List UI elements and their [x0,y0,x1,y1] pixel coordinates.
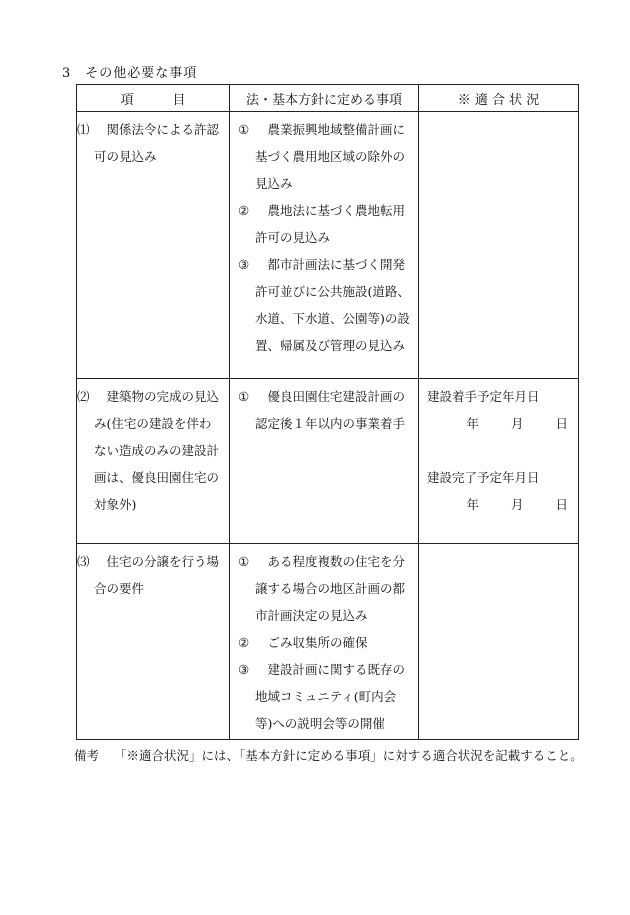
requirement-item: ② 農地法に基づく農地転用許可の見込み [238,203,406,245]
header-status: ※ 適 合 状 況 [419,85,579,112]
item-cell [77,112,230,379]
requirement-item: ② ごみ収集所の確保 [238,635,368,650]
table-header-row [77,85,579,112]
remarks-text: 「※適合状況」には、「基本方針に定める事項」に対する適合状況を記載すること。 [114,748,583,763]
requirement-item: ① 農業振興地域整備計画に基づく農用地区域の除外の見込み [238,122,406,191]
item-text: 建築物の完成の見込み(住宅の建設を伴わない造成のみの建設計画は、優良田園住宅の対象外) [94,389,220,512]
header-item: 項 目 [77,85,230,112]
table-row [77,379,579,544]
table-row [77,544,579,740]
header-requirements: 法・基本方針に定める事項 [230,85,419,112]
requirements-cell [230,544,419,740]
remarks-note [74,742,590,769]
requirement-item: ① 優良田園住宅建設計画の認定後１年以内の事業着手 [238,389,406,431]
end-date-field[interactable]: 年 月 日 [466,497,568,512]
status-cell[interactable] [419,544,579,740]
requirement-item: ③ 建設計画に関する既存の地域コミュニティ(町内会等)への説明会等の開催 [238,662,406,731]
requirements-table [76,84,579,740]
requirements-cell [230,379,419,544]
item-text: 関係法令による許認可の見込み [94,122,220,164]
status-cell[interactable] [419,112,579,379]
remarks-label: 備考 [74,748,100,763]
requirements-cell [230,112,419,379]
item-number: ⑵ [77,389,90,404]
requirement-item: ③ 都市計画法に基づく開発許可並びに公共施設(道路、水道、下水道、公園等)の設置、帰属及び管理の見込み [238,257,410,353]
end-date-label: 建設完了予定年月日 [427,470,540,485]
start-date-label: 建設着手予定年月日 [427,389,540,404]
item-cell [77,379,230,544]
table-row [77,112,579,379]
item-number: ⑶ [77,554,90,569]
requirement-item: ① ある程度複数の住宅を分譲する場合の地区計画の都市計画決定の見込み [238,554,406,623]
section-title: 3 その他必要な事項 [62,66,198,81]
status-cell[interactable] [419,379,579,544]
item-cell [77,544,230,740]
item-number: ⑴ [77,122,90,137]
start-date-field[interactable]: 年 月 日 [466,416,568,431]
item-text: 住宅の分譲を行う場合の要件 [94,554,220,596]
